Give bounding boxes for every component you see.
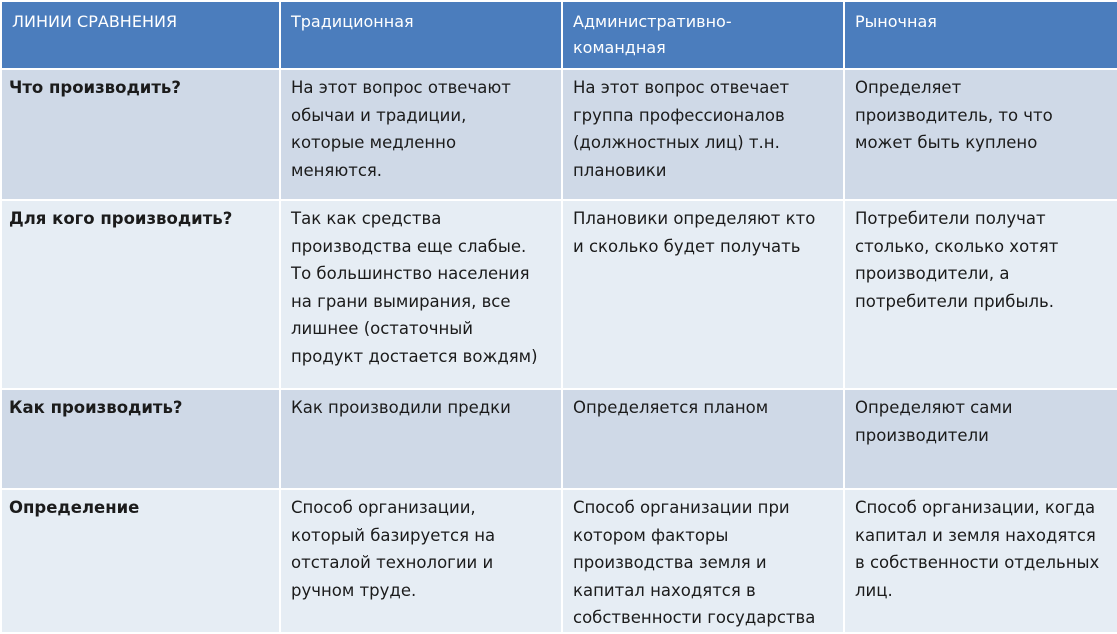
table-cell: На этот вопрос отвечает группа профессионалов (должностных лиц) т.н. плановики — [562, 69, 844, 200]
table-cell: На этот вопрос отвечают обычаи и традиции, которые медленно меняются. — [280, 69, 562, 200]
header-market: Рыночная — [844, 1, 1117, 69]
header-row — [1, 1, 1117, 69]
table-cell: Способ организации при котором факторы производства земля и капитал находятся в собственности государства — [562, 489, 844, 633]
table-row — [1, 69, 1117, 200]
table-cell: Определяют сами производители — [844, 389, 1117, 489]
table-cell: Способ организации, который базируется на отсталой технологии и ручном труде. — [280, 489, 562, 633]
table-cell: Плановики определяют кто и сколько будет получать — [562, 200, 844, 389]
table-cell: Определяется планом — [562, 389, 844, 489]
table-cell: Потребители получат столько, сколько хотят производители, а потребители прибыль. — [844, 200, 1117, 389]
table-cell: Как производили предки — [280, 389, 562, 489]
row-label: Что производить? — [1, 69, 280, 200]
row-label: Для кого производить? — [1, 200, 280, 389]
table-cell: Определяет производитель, то что может быть куплено — [844, 69, 1117, 200]
table-row — [1, 389, 1117, 489]
table-cell: Способ организации, когда капитал и земля находятся в собственности отдельных лиц. — [844, 489, 1117, 633]
header-traditional: Традиционная — [280, 1, 562, 69]
row-label: Определение — [1, 489, 280, 633]
header-criteria: ЛИНИИ СРАВНЕНИЯ — [1, 1, 280, 69]
header-command: Административно- командная — [562, 1, 844, 69]
table-row — [1, 489, 1117, 633]
table-row — [1, 200, 1117, 389]
row-label: Как производить? — [1, 389, 280, 489]
table-cell: Так как средства производства еще слабые. То большинство населения на грани вымирания, все лишнее (остаточный продукт достается вождям) — [280, 200, 562, 389]
